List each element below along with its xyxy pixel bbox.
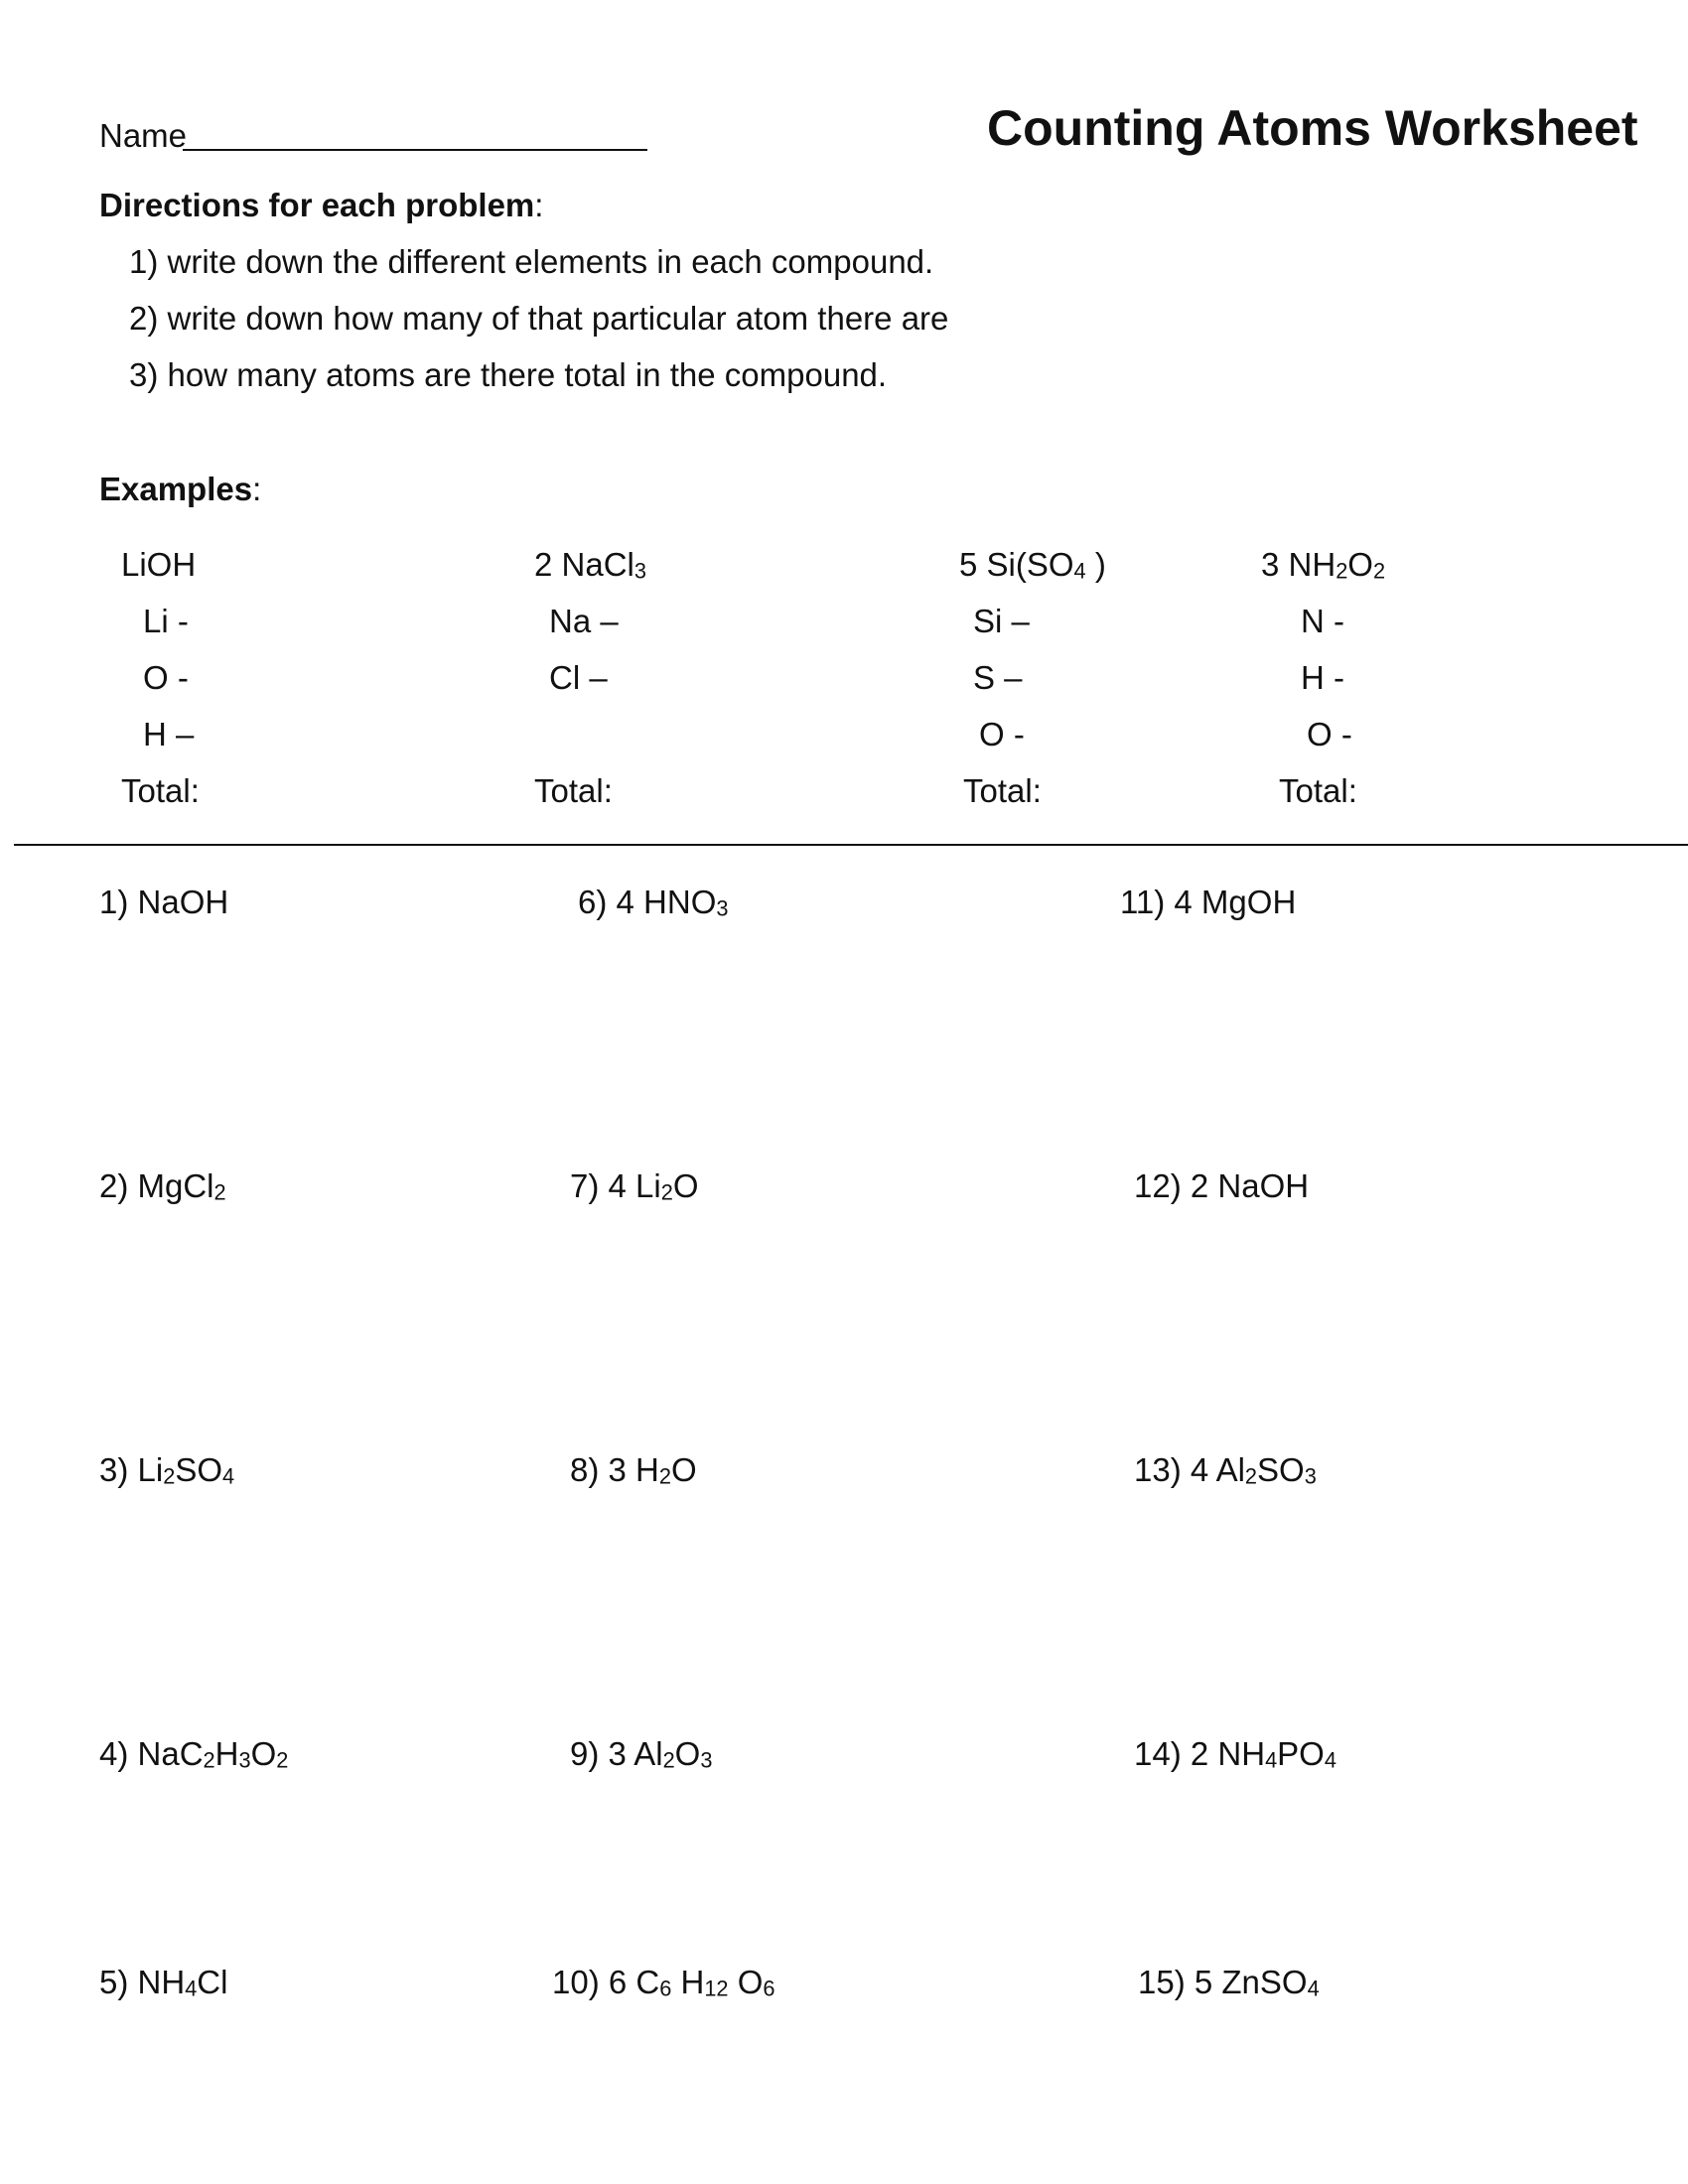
example-4-element-2: H - bbox=[1301, 659, 1344, 696]
problem-9 bbox=[570, 1735, 712, 1773]
problem-9-text-2: O bbox=[674, 1735, 701, 1772]
problem-11 bbox=[1120, 884, 1296, 921]
example-3-element-3: O - bbox=[979, 716, 1025, 752]
problem-5-text-2: Cl bbox=[197, 1964, 228, 2000]
problem-10-subscript-5: 6 bbox=[763, 1976, 775, 2001]
problem-12-text-0: 12) 2 NaOH bbox=[1134, 1167, 1310, 1204]
name-label: Name bbox=[99, 117, 188, 154]
example-3-element-1: Si – bbox=[973, 603, 1030, 639]
example-1-formula-text-0: LiOH bbox=[121, 546, 197, 583]
problem-14 bbox=[1134, 1735, 1336, 1773]
problem-13 bbox=[1134, 1451, 1317, 1489]
problem-14-subscript-3: 4 bbox=[1324, 1747, 1336, 1773]
problem-1-text-0: 1) NaOH bbox=[99, 884, 229, 920]
problem-3-text-2: SO bbox=[175, 1451, 222, 1488]
examples-heading-text: Examples bbox=[99, 471, 253, 507]
example-3-formula-text-0: 5 Si(SO bbox=[959, 546, 1074, 583]
example-3-formula-text-2: ) bbox=[1085, 546, 1106, 583]
problem-13-subscript-3: 3 bbox=[1304, 1463, 1317, 1489]
problem-8-text-2: O bbox=[670, 1451, 697, 1488]
directions-heading bbox=[99, 187, 543, 224]
example-2-formula-text-0: 2 NaCl bbox=[534, 546, 634, 583]
problem-3-subscript-1: 2 bbox=[163, 1463, 176, 1489]
example-4-formula bbox=[1261, 546, 1385, 584]
problem-1 bbox=[99, 884, 228, 921]
problem-4-text-4: O bbox=[250, 1735, 277, 1772]
problem-7-subscript-1: 2 bbox=[660, 1179, 673, 1205]
example-3-formula-subscript-1: 4 bbox=[1073, 558, 1086, 584]
problem-15 bbox=[1138, 1964, 1320, 2001]
problem-9-text-0: 9) 3 Al bbox=[570, 1735, 663, 1772]
problem-11-text-0: 11) 4 MgOH bbox=[1120, 884, 1297, 920]
problem-13-text-0: 13) 4 Al bbox=[1134, 1451, 1245, 1488]
example-1-formula bbox=[121, 546, 196, 584]
examples-heading-colon: : bbox=[252, 471, 262, 507]
section-divider bbox=[14, 844, 1688, 846]
problem-4-subscript-3: 3 bbox=[238, 1747, 251, 1773]
problem-4-text-0: 4) NaC bbox=[99, 1735, 204, 1772]
problem-9-subscript-3: 3 bbox=[700, 1747, 713, 1773]
problem-3-text-0: 3) Li bbox=[99, 1451, 164, 1488]
problem-10-text-4: O bbox=[728, 1964, 764, 2000]
problem-3-subscript-3: 4 bbox=[222, 1463, 235, 1489]
problem-14-subscript-1: 4 bbox=[1265, 1747, 1278, 1773]
example-1-total: Total: bbox=[121, 772, 200, 809]
example-3-element-2: S – bbox=[973, 659, 1023, 696]
name-blank-line bbox=[183, 149, 647, 151]
example-4-formula-subscript-1: 2 bbox=[1336, 558, 1348, 584]
problem-2-text-0: 2) MgCl bbox=[99, 1167, 214, 1204]
problem-8 bbox=[570, 1451, 697, 1489]
directions-heading-text: Directions for each problem bbox=[99, 187, 535, 223]
problem-14-text-0: 14) 2 NH bbox=[1134, 1735, 1266, 1772]
example-4-formula-text-0: 3 NH bbox=[1261, 546, 1336, 583]
example-2-element-1: Na – bbox=[549, 603, 619, 639]
problem-12 bbox=[1134, 1167, 1309, 1205]
example-2-element-2: Cl – bbox=[549, 659, 608, 696]
example-4-formula-text-2: O bbox=[1347, 546, 1373, 583]
problem-2 bbox=[99, 1167, 226, 1205]
problem-7-text-0: 7) 4 Li bbox=[570, 1167, 661, 1204]
example-4-element-3: O - bbox=[1307, 716, 1352, 752]
directions-heading-colon: : bbox=[534, 187, 544, 223]
example-1-element-1: Li - bbox=[143, 603, 189, 639]
example-1-element-3: H – bbox=[143, 716, 195, 752]
problem-15-text-0: 15) 5 ZnSO bbox=[1138, 1964, 1308, 2000]
problem-4-text-2: H bbox=[214, 1735, 239, 1772]
problem-13-subscript-1: 2 bbox=[1244, 1463, 1258, 1489]
problem-5-subscript-1: 4 bbox=[185, 1976, 198, 2001]
problem-4-subscript-5: 2 bbox=[276, 1747, 289, 1773]
direction-item-2: 2) write down how many of that particular atom there are bbox=[129, 300, 949, 337]
problem-13-text-2: SO bbox=[1257, 1451, 1305, 1488]
problem-8-subscript-1: 2 bbox=[658, 1463, 671, 1489]
problem-10-subscript-1: 6 bbox=[659, 1976, 672, 2001]
problem-10 bbox=[552, 1964, 775, 2001]
example-2-total: Total: bbox=[534, 772, 613, 809]
problem-4-subscript-1: 2 bbox=[203, 1747, 215, 1773]
example-3-total: Total: bbox=[963, 772, 1042, 809]
example-1-element-2: O - bbox=[143, 659, 189, 696]
examples-heading bbox=[99, 471, 261, 508]
problem-7 bbox=[570, 1167, 699, 1205]
problem-5 bbox=[99, 1964, 227, 2001]
problem-3 bbox=[99, 1451, 234, 1489]
example-2-formula-subscript-1: 3 bbox=[633, 558, 646, 584]
problem-7-text-2: O bbox=[672, 1167, 699, 1204]
problem-5-text-0: 5) NH bbox=[99, 1964, 186, 2000]
problem-14-text-2: PO bbox=[1277, 1735, 1325, 1772]
example-3-formula bbox=[959, 546, 1106, 584]
problem-9-subscript-1: 2 bbox=[662, 1747, 675, 1773]
problem-10-text-2: H bbox=[671, 1964, 705, 2000]
problem-10-text-0: 10) 6 C bbox=[552, 1964, 660, 2000]
problem-6 bbox=[578, 884, 728, 921]
direction-item-1: 1) write down the different elements in each compound. bbox=[129, 243, 934, 280]
direction-item-3: 3) how many atoms are there total in the compound. bbox=[129, 356, 888, 393]
problem-10-subscript-3: 12 bbox=[704, 1976, 729, 2001]
example-4-element-1: N - bbox=[1301, 603, 1344, 639]
problem-6-text-0: 6) 4 HNO bbox=[578, 884, 717, 920]
problem-6-subscript-1: 3 bbox=[716, 895, 729, 921]
problem-4 bbox=[99, 1735, 288, 1773]
problem-2-subscript-1: 2 bbox=[213, 1179, 226, 1205]
example-4-formula-subscript-3: 2 bbox=[1372, 558, 1386, 584]
example-2-formula bbox=[534, 546, 646, 584]
problem-8-text-0: 8) 3 H bbox=[570, 1451, 659, 1488]
example-4-total: Total: bbox=[1279, 772, 1357, 809]
problem-15-subscript-1: 4 bbox=[1307, 1976, 1320, 2001]
worksheet-title: Counting Atoms Worksheet bbox=[987, 100, 1638, 156]
